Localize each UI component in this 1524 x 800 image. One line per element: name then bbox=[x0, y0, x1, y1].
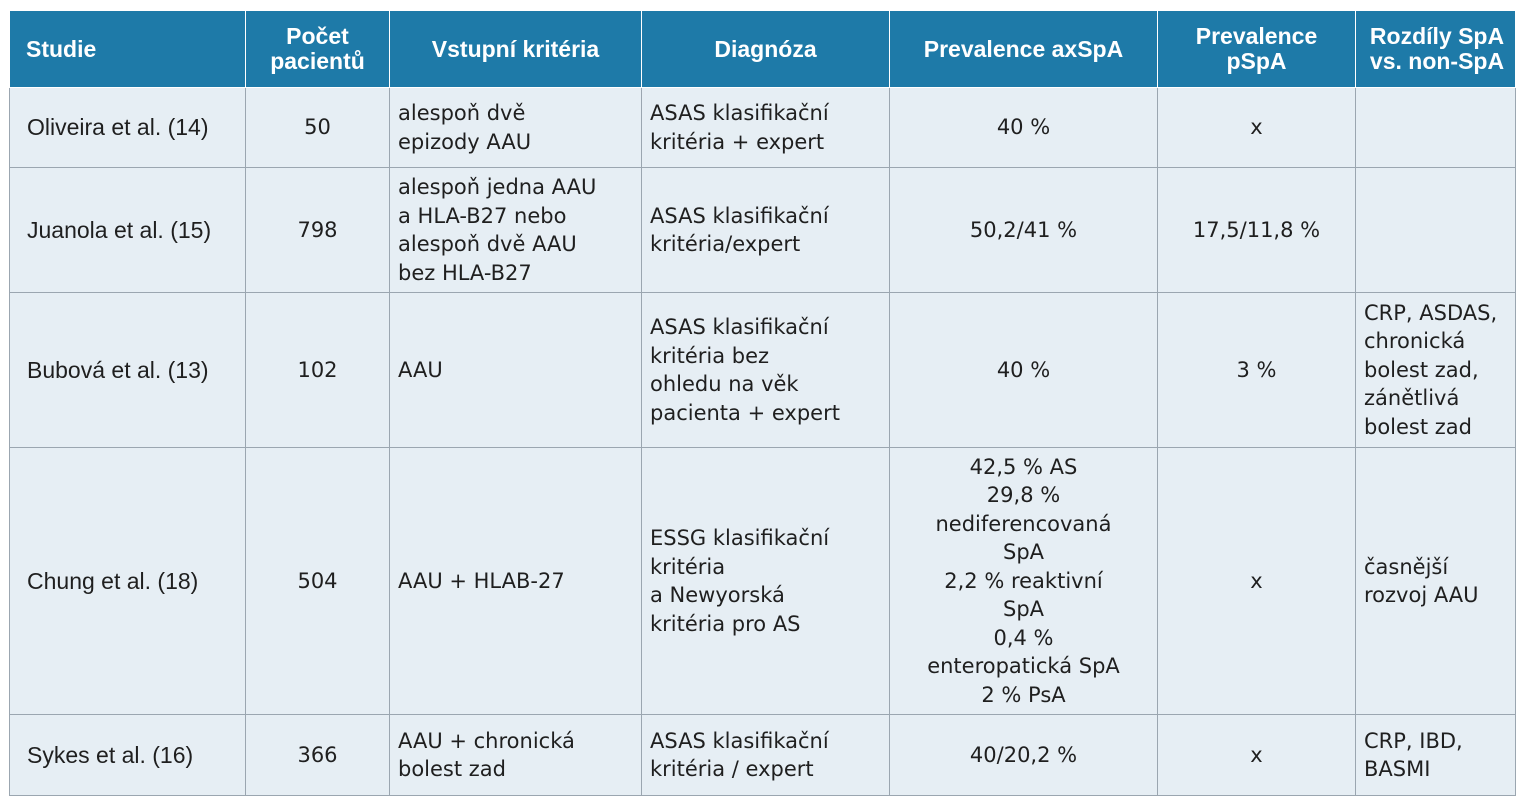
cell-differences: CRP, ASDAS, chronická bolest zad, zánětlivá bolest zad bbox=[1356, 293, 1516, 448]
header-prevalence-pspa bbox=[1158, 11, 1356, 88]
cell-prev-axspa: 40 % bbox=[890, 88, 1158, 168]
cell-prev-pspa: x bbox=[1158, 715, 1356, 796]
cell-prev-pspa: 3 % bbox=[1158, 293, 1356, 448]
table-row bbox=[10, 293, 1516, 448]
caption-strip bbox=[0, 0, 1524, 10]
cell-prev-pspa: x bbox=[1158, 88, 1356, 168]
cell-prev-axspa: 42,5 % AS 29,8 % nediferencovaná SpA 2,2 % reaktivní SpA 0,4 % enteropatická SpA 2 % PsA bbox=[890, 448, 1158, 715]
header-diagnoza: Diagnóza bbox=[642, 11, 890, 88]
cell-diagnosis: ASAS klasifikační kritéria / expert bbox=[642, 715, 890, 796]
table-row bbox=[10, 448, 1516, 715]
cell-criteria: AAU + chronická bolest zad bbox=[390, 715, 642, 796]
header-pocet-pacientu-label: Počet pacientů bbox=[270, 23, 365, 74]
cell-differences bbox=[1356, 88, 1516, 168]
cell-study: Juanola et al. (15) bbox=[10, 168, 246, 293]
cell-criteria: alespoň jedna AAU a HLA-B27 nebo alespoň dvě AAU bez HLA-B27 bbox=[390, 168, 642, 293]
cell-study: Bubová et al. (13) bbox=[10, 293, 246, 448]
cell-differences: časnější rozvoj AAU bbox=[1356, 448, 1516, 715]
cell-patients: 366 bbox=[246, 715, 390, 796]
cell-patients: 504 bbox=[246, 448, 390, 715]
cell-differences bbox=[1356, 168, 1516, 293]
cell-criteria: AAU bbox=[390, 293, 642, 448]
table-row bbox=[10, 88, 1516, 168]
cell-prev-axspa: 50,2/41 % bbox=[890, 168, 1158, 293]
header-prevalence-axspa: Prevalence axSpA bbox=[890, 11, 1158, 88]
header-vstupni-kriteria: Vstupní kritéria bbox=[390, 11, 642, 88]
cell-differences: CRP, IBD, BASMI bbox=[1356, 715, 1516, 796]
cell-diagnosis: ASAS klasifikační kritéria bez ohledu na věk pacienta + expert bbox=[642, 293, 890, 448]
cell-criteria: AAU + HLAB-27 bbox=[390, 448, 642, 715]
cell-prev-axspa: 40/20,2 % bbox=[890, 715, 1158, 796]
cell-prev-pspa: x bbox=[1158, 448, 1356, 715]
cell-patients: 50 bbox=[246, 88, 390, 168]
cell-prev-axspa: 40 % bbox=[890, 293, 1158, 448]
cell-study: Oliveira et al. (14) bbox=[10, 88, 246, 168]
cell-study: Chung et al. (18) bbox=[10, 448, 246, 715]
cell-patients: 102 bbox=[246, 293, 390, 448]
header-prevalence-pspa-label: Prevalence pSpA bbox=[1195, 23, 1318, 74]
cell-diagnosis: ASAS klasifikační kritéria/expert bbox=[642, 168, 890, 293]
studies-table bbox=[9, 10, 1516, 796]
cell-study: Sykes et al. (16) bbox=[10, 715, 246, 796]
header-rozdily-label: Rozdíly SpA vs. non-SpA bbox=[1369, 23, 1505, 74]
table-header-row bbox=[10, 11, 1516, 88]
cell-prev-pspa: 17,5/11,8 % bbox=[1158, 168, 1356, 293]
table-row bbox=[10, 168, 1516, 293]
cell-diagnosis: ASAS klasifikační kritéria + expert bbox=[642, 88, 890, 168]
cell-diagnosis: ESSG klasifikační kritéria a Newyorská kritéria pro AS bbox=[642, 448, 890, 715]
cell-criteria: alespoň dvě epizody AAU bbox=[390, 88, 642, 168]
table-row bbox=[10, 715, 1516, 796]
header-rozdily bbox=[1356, 11, 1516, 88]
header-studie: Studie bbox=[10, 11, 246, 88]
header-pocet-pacientu bbox=[246, 11, 390, 88]
cell-patients: 798 bbox=[246, 168, 390, 293]
